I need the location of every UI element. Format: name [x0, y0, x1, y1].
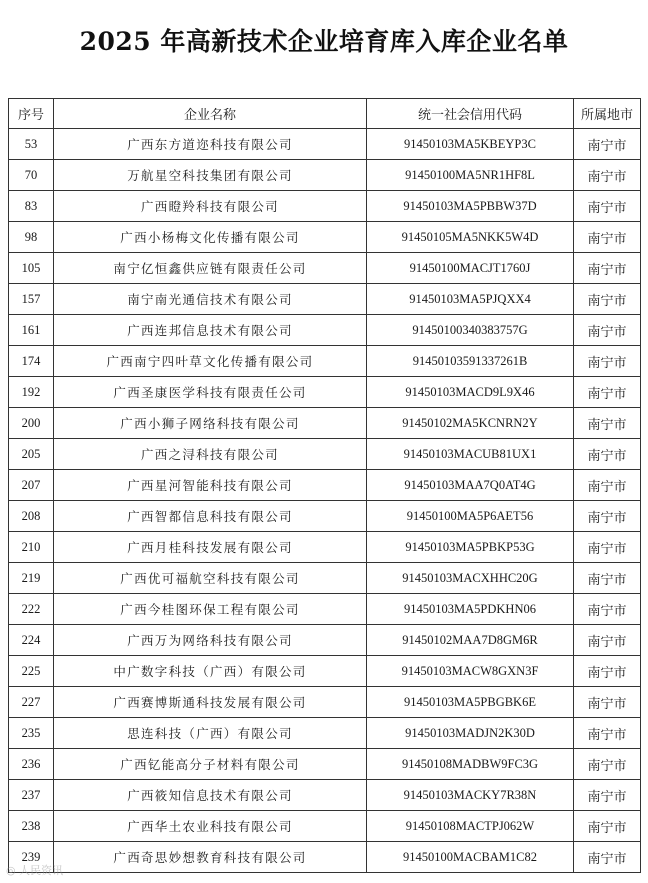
- document-title: 2025 年高新技术企业培育库入库企业名单: [79, 27, 569, 56]
- cell-company-name: 广西钇能高分子材料有限公司: [54, 749, 367, 780]
- cell-company-name: 广西南宁四叶草文化传播有限公司: [54, 346, 367, 377]
- cell-seq: 192: [9, 377, 54, 408]
- table-row: [9, 315, 641, 346]
- table-header-row: [9, 99, 641, 129]
- cell-company-name: 广西东方道迩科技有限公司: [54, 129, 367, 160]
- table-row: [9, 656, 641, 687]
- cell-credit-code: 91450103MACD9L9X46: [367, 377, 574, 408]
- cell-seq: 237: [9, 780, 54, 811]
- table-row: [9, 594, 641, 625]
- cell-company-name: 南宁南光通信技术有限公司: [54, 284, 367, 315]
- cell-city: 南宁市: [574, 377, 641, 408]
- cell-seq: 235: [9, 718, 54, 749]
- cell-credit-code: 91450103MACKY7R38N: [367, 780, 574, 811]
- cell-city: 南宁市: [574, 408, 641, 439]
- cell-company-name: 广西星河智能科技有限公司: [54, 470, 367, 501]
- table-body: [9, 129, 641, 873]
- cell-city: 南宁市: [574, 532, 641, 563]
- cell-seq: 210: [9, 532, 54, 563]
- cell-seq: 53: [9, 129, 54, 160]
- cell-city: 南宁市: [574, 811, 641, 842]
- cell-city: 南宁市: [574, 439, 641, 470]
- cell-credit-code: 91450100340383757G: [367, 315, 574, 346]
- cell-city: 南宁市: [574, 129, 641, 160]
- cell-company-name: 广西之浔科技有限公司: [54, 439, 367, 470]
- cell-company-name: 广西小杨梅文化传播有限公司: [54, 222, 367, 253]
- table-row: [9, 129, 641, 160]
- cell-company-name: 广西今桂图环保工程有限公司: [54, 594, 367, 625]
- cell-company-name: 思连科技（广西）有限公司: [54, 718, 367, 749]
- table-row: [9, 470, 641, 501]
- cell-city: 南宁市: [574, 594, 641, 625]
- cell-credit-code: 91450103MA5PJQXX4: [367, 284, 574, 315]
- cell-company-name: 广西智都信息科技有限公司: [54, 501, 367, 532]
- cell-seq: 208: [9, 501, 54, 532]
- cell-company-name: 广西瞪羚科技有限公司: [54, 191, 367, 222]
- table-row: [9, 749, 641, 780]
- cell-company-name: 广西赛博斯通科技发展有限公司: [54, 687, 367, 718]
- cell-credit-code: 91450103MA5PBGBK6E: [367, 687, 574, 718]
- cell-city: 南宁市: [574, 470, 641, 501]
- table-row: [9, 377, 641, 408]
- cell-credit-code: 91450102MA5KCNRN2Y: [367, 408, 574, 439]
- cell-seq: 105: [9, 253, 54, 284]
- cell-company-name: 广西筱知信息技术有限公司: [54, 780, 367, 811]
- cell-credit-code: 91450103MACW8GXN3F: [367, 656, 574, 687]
- cell-credit-code: 91450100MA5NR1HF8L: [367, 160, 574, 191]
- cell-credit-code: 91450103591337261B: [367, 346, 574, 377]
- cell-credit-code: 91450102MAA7D8GM6R: [367, 625, 574, 656]
- table-row: [9, 439, 641, 470]
- cell-seq: 239: [9, 842, 54, 873]
- cell-seq: 205: [9, 439, 54, 470]
- cell-city: 南宁市: [574, 346, 641, 377]
- cell-city: 南宁市: [574, 563, 641, 594]
- cell-company-name: 万航星空科技集团有限公司: [54, 160, 367, 191]
- cell-city: 南宁市: [574, 284, 641, 315]
- table-row: [9, 408, 641, 439]
- table-row: [9, 563, 641, 594]
- cell-city: 南宁市: [574, 687, 641, 718]
- table-row: [9, 160, 641, 191]
- cell-credit-code: 91450103MA5PBKP53G: [367, 532, 574, 563]
- cell-company-name: 广西圣康医学科技有限责任公司: [54, 377, 367, 408]
- cell-city: 南宁市: [574, 656, 641, 687]
- cell-city: 南宁市: [574, 718, 641, 749]
- cell-credit-code: 91450103MADJN2K30D: [367, 718, 574, 749]
- watermark-logo: ◎ 人民资讯: [6, 864, 64, 877]
- table-row: [9, 191, 641, 222]
- cell-seq: 236: [9, 749, 54, 780]
- cell-city: 南宁市: [574, 253, 641, 284]
- cell-seq: 161: [9, 315, 54, 346]
- table-row: [9, 718, 641, 749]
- cell-seq: 174: [9, 346, 54, 377]
- cell-seq: 157: [9, 284, 54, 315]
- cell-seq: 238: [9, 811, 54, 842]
- cell-seq: 70: [9, 160, 54, 191]
- cell-seq: 200: [9, 408, 54, 439]
- cell-credit-code: 91450103MACXHHC20G: [367, 563, 574, 594]
- table-row: [9, 284, 641, 315]
- cell-city: 南宁市: [574, 625, 641, 656]
- cell-seq: 227: [9, 687, 54, 718]
- cell-credit-code: 91450108MADBW9FC3G: [367, 749, 574, 780]
- cell-credit-code: 91450103MA5KBEYP3C: [367, 129, 574, 160]
- cell-city: 南宁市: [574, 160, 641, 191]
- table-row: [9, 532, 641, 563]
- cell-company-name: 广西华土农业科技有限公司: [54, 811, 367, 842]
- cell-company-name: 中广数字科技（广西）有限公司: [54, 656, 367, 687]
- cell-seq: 224: [9, 625, 54, 656]
- table-row: [9, 780, 641, 811]
- header-company-name: 企业名称: [54, 99, 367, 129]
- cell-credit-code: 91450103MACUB81UX1: [367, 439, 574, 470]
- table-row: [9, 811, 641, 842]
- cell-city: 南宁市: [574, 780, 641, 811]
- cell-company-name: 广西月桂科技发展有限公司: [54, 532, 367, 563]
- cell-company-name: 南宁亿恒鑫供应链有限责任公司: [54, 253, 367, 284]
- cell-city: 南宁市: [574, 222, 641, 253]
- table-row: [9, 346, 641, 377]
- table-row: [9, 842, 641, 873]
- header-credit-code: 统一社会信用代码: [367, 99, 574, 129]
- cell-seq: 222: [9, 594, 54, 625]
- table-row: [9, 687, 641, 718]
- header-seq: 序号: [9, 99, 54, 129]
- cell-credit-code: 91450103MAA7Q0AT4G: [367, 470, 574, 501]
- cell-credit-code: 91450108MACTPJ062W: [367, 811, 574, 842]
- cell-seq: 207: [9, 470, 54, 501]
- cell-seq: 98: [9, 222, 54, 253]
- table-row: [9, 222, 641, 253]
- cell-city: 南宁市: [574, 842, 641, 873]
- cell-city: 南宁市: [574, 315, 641, 346]
- cell-city: 南宁市: [574, 749, 641, 780]
- enterprise-table: [8, 98, 641, 873]
- cell-credit-code: 91450100MA5P6AET56: [367, 501, 574, 532]
- cell-seq: 225: [9, 656, 54, 687]
- cell-credit-code: 91450103MA5PDKHN06: [367, 594, 574, 625]
- table-row: [9, 253, 641, 284]
- cell-credit-code: 91450100MACBAM1C82: [367, 842, 574, 873]
- cell-seq: 83: [9, 191, 54, 222]
- table-row: [9, 625, 641, 656]
- cell-company-name: 广西小狮子网络科技有限公司: [54, 408, 367, 439]
- cell-credit-code: 91450103MA5PBBW37D: [367, 191, 574, 222]
- cell-company-name: 广西优可福航空科技有限公司: [54, 563, 367, 594]
- table-row: [9, 501, 641, 532]
- cell-credit-code: 91450100MACJT1760J: [367, 253, 574, 284]
- cell-seq: 219: [9, 563, 54, 594]
- cell-company-name: 广西奇思妙想教育科技有限公司: [54, 842, 367, 873]
- cell-city: 南宁市: [574, 191, 641, 222]
- cell-company-name: 广西连邦信息技术有限公司: [54, 315, 367, 346]
- cell-company-name: 广西万为网络科技有限公司: [54, 625, 367, 656]
- cell-credit-code: 91450105MA5NKK5W4D: [367, 222, 574, 253]
- cell-city: 南宁市: [574, 501, 641, 532]
- header-city: 所属地市: [574, 99, 641, 129]
